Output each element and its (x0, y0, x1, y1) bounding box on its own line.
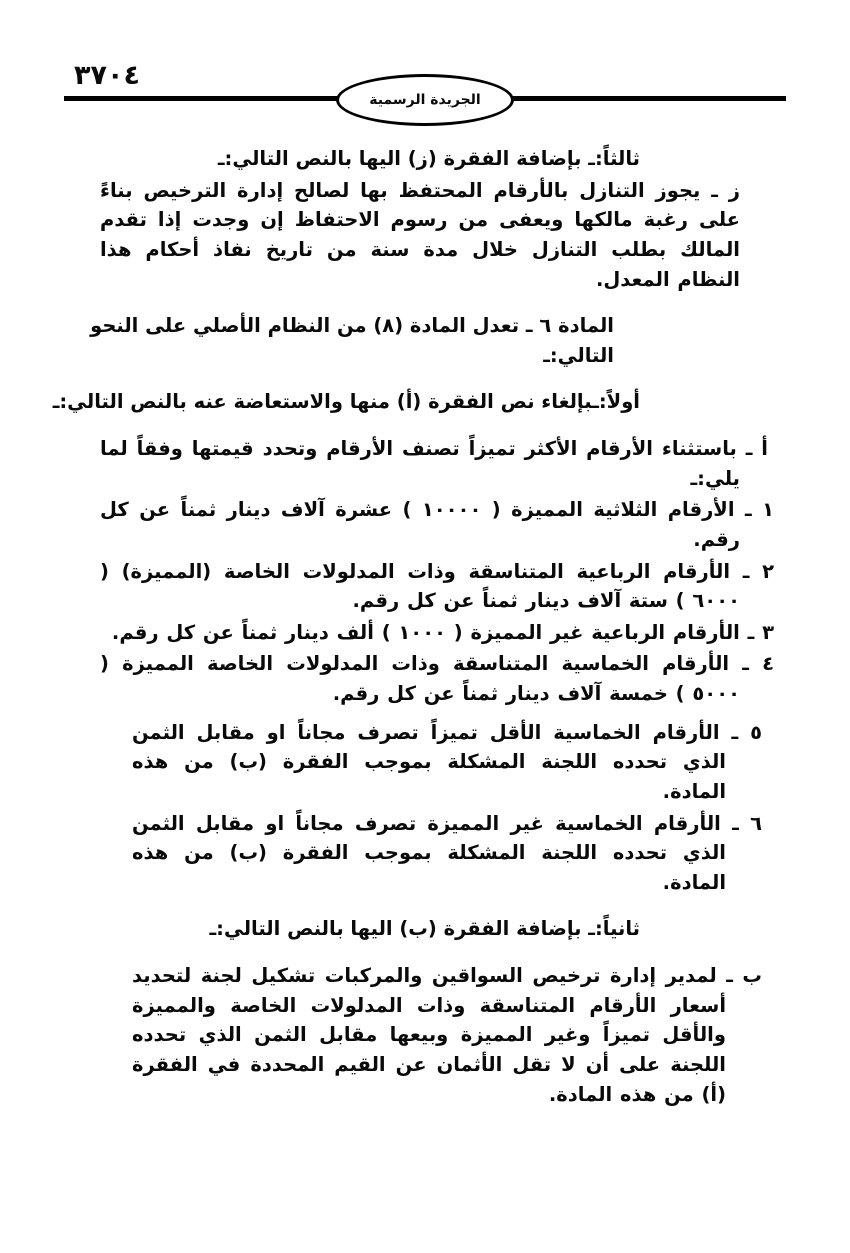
heading-third: ثالثاً:ـ بإضافة الفقرة (ز) اليها بالنص التالي:ـ (217, 147, 640, 170)
clause-b: ب ـ لمدير إدارة ترخيص السواقين والمركبات تشكيل لجنة لتحديد أسعار الأرقام المتناسقة وذات المدلولات الخاصة والمميزة والأقل تميزاً وغير المميزة وبيعها مقابل الثمن الذي تحدده اللجنة على أن لا تقل الأثمان عن القيم المحددة في الفقرة (أ) من هذه المادة. (132, 964, 762, 1106)
official-gazette-stamp (336, 74, 514, 126)
header-divider (64, 92, 786, 108)
list-item-5: ٥ ـ الأرقام الخماسية الأقل تميزاً تصرف مجاناً او مقابل الثمن الذي تحدده اللجنة المشكلة بموجب الفقرة (ب) من هذه المادة. (132, 720, 762, 803)
list-item-4: ٤ ـ الأرقام الخماسية المتناسقة وذات المدلولات الخاصة المميزة ( ٥٠٠٠ ) خمسة آلاف دينار ثمناً عن كل رقم. (100, 652, 774, 705)
list-item-6: ٦ ـ الأرقام الخماسية غير المميزة تصرف مجاناً او مقابل الثمن الذي تحدده اللجنة المشكلة بموجب الفقرة (ب) من هذه المادة. (132, 811, 762, 894)
list-item-2: ٢ ـ الأرقام الرباعية المتناسقة وذات المدلولات الخاصة (المميزة) ( ٦٠٠٠ ) ستة آلاف دينار ثمناً عن كل رقم. (100, 559, 774, 613)
list-item-1: ١ ـ الأرقام الثلاثية المميزة ( ١٠٠٠٠ ) عشرة آلاف دينار ثمناً عن كل رقم. (100, 498, 774, 551)
list-item-3: ٣ ـ الأرقام الرباعية غير المميزة ( ١٠٠٠ ) ألف دينار ثمناً عن كل رقم. (111, 620, 774, 644)
clause-a: أ ـ باستثناء الأرقام الأكثر تميزاً تصنف الأرقام وتحدد قيمتها وفقاً لما يلي:ـ (100, 437, 768, 490)
heading-first: أولاً:ـبإلغاء نص الفقرة (أ) منها والاستعاضة عنه بالنص التالي:ـ (52, 390, 640, 414)
heading-second: ثانياً:ـ بإضافة الفقرة (ب) اليها بالنص التالي:ـ (209, 917, 640, 941)
divider-line-left (64, 96, 374, 101)
stamp-label: الجريدة الرسمية (369, 92, 481, 108)
document-body (40, 144, 810, 1109)
page-header (40, 30, 810, 108)
page-number: ٣٧٠٤ (74, 60, 140, 91)
divider-line-right (476, 96, 786, 101)
clause-z: ز ـ يجوز التنازل بالأرقام المحتفظ بها لصالح إدارة الترخيص بناءً على رغبة مالكها ويعفى من رسوم الاحتفاظ إن وجدت إذا تقدم المالك بطلب التنازل خلال مدة سنة من تاريخ نفاذ أحكام هذا النظام المعدل. (100, 178, 740, 291)
article-6-heading: المادة ٦ ـ تعدل المادة (٨) من النظام الأصلي على النحو التالي:ـ (90, 314, 614, 367)
